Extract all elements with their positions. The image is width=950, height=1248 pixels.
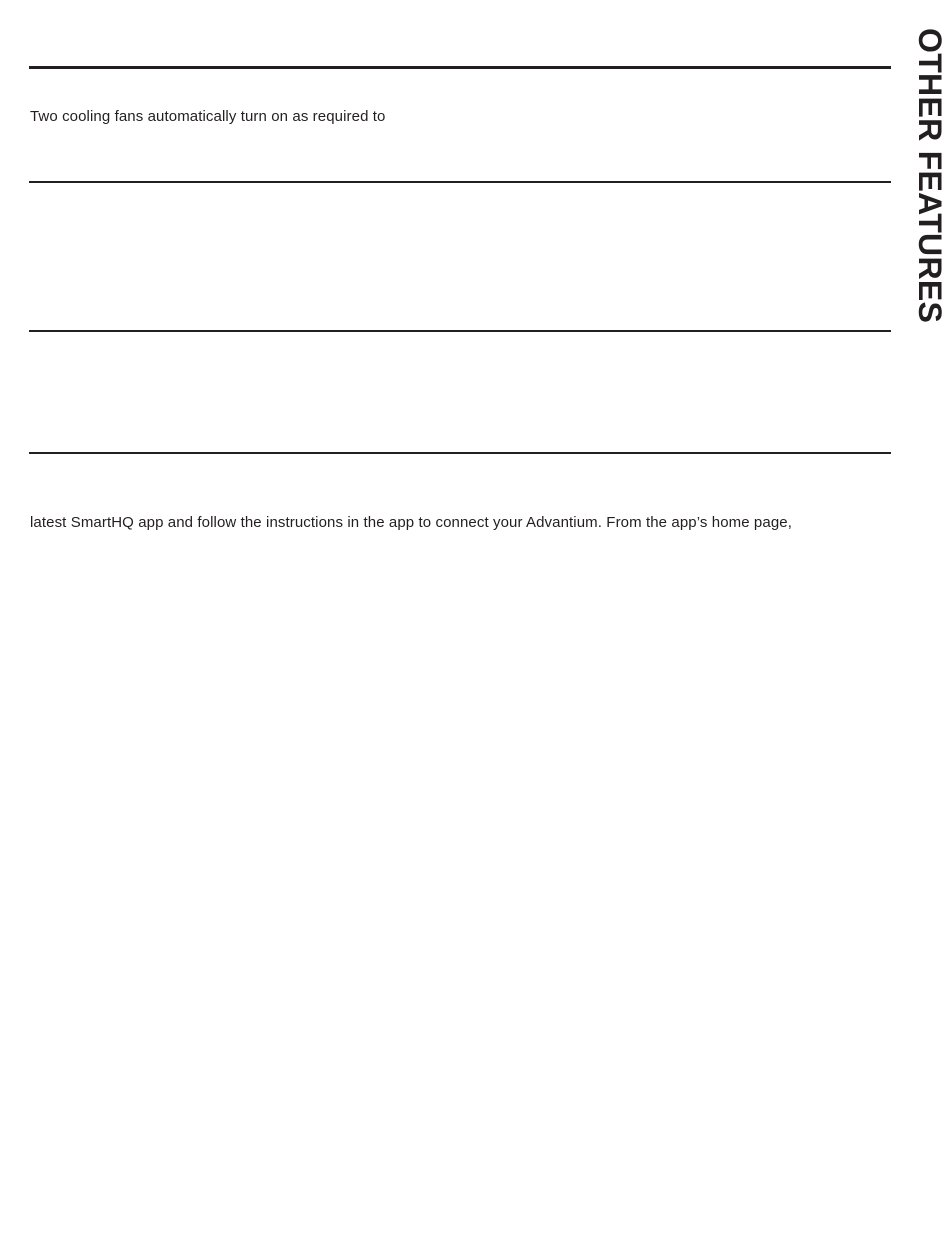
section-tab-label: OTHER FEATURES <box>912 28 948 324</box>
section-divider-2 <box>29 181 891 183</box>
cooling-fans-paragraph: Two cooling fans automatically turn on as required to <box>30 108 386 125</box>
smarthq-paragraph: latest SmartHQ app and follow the instructions in the app to connect your Advantium. From the app’s home page, <box>30 514 792 531</box>
section-divider-4 <box>29 452 891 454</box>
section-divider-top <box>29 66 891 69</box>
section-divider-3 <box>29 330 891 332</box>
